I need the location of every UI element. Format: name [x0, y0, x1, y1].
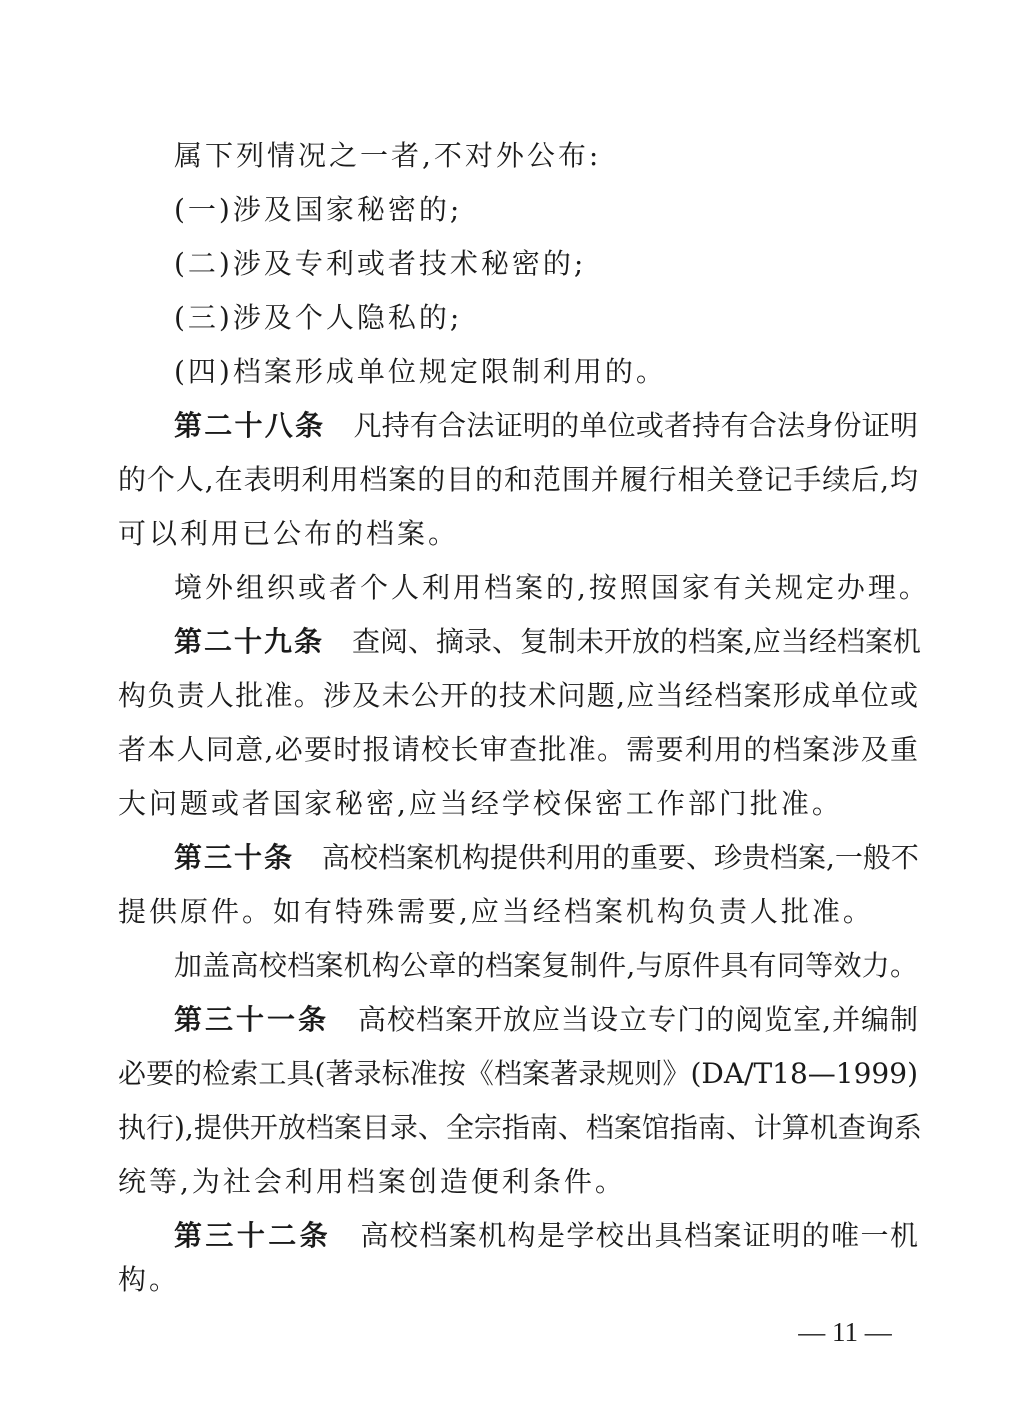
article-heading: 第三十条: [174, 841, 295, 874]
list-item: (四)档案形成单位规定限制利用的。: [174, 355, 667, 388]
article-30-first-line: [174, 832, 918, 884]
article-29-first-line: [174, 616, 921, 668]
text-line: 高校档案机构提供利用的重要、珍贵档案,一般不: [322, 841, 919, 874]
list-item: (三)涉及个人隐私的;: [174, 301, 463, 334]
text-line: 属下列情况之一者,不对外公布:: [174, 139, 602, 172]
text-line: 统等,为社会利用档案创造便利条件。: [118, 1165, 626, 1198]
text-line: 凡持有合法证明的单位或者持有合法身份证明: [353, 409, 918, 442]
text-line: 加盖高校档案机构公章的档案复制件,与原件具有同等效力。: [174, 949, 918, 982]
text-line: 必要的检索工具(著录标准按《档案著录规则》(DA/T18—1999): [118, 1057, 918, 1090]
page-number: — 11 —: [798, 1317, 892, 1347]
text-line: 可以利用已公布的档案。: [118, 517, 460, 550]
list-item: (一)涉及国家秘密的;: [174, 193, 463, 226]
article-28-first-line: [174, 400, 918, 452]
list-item: (二)涉及专利或者技术秘密的;: [174, 247, 587, 280]
text-line: 大问题或者国家秘密,应当经学校保密工作部门批准。: [118, 787, 843, 820]
article-heading: 第三十二条: [174, 1219, 332, 1252]
text-line: 高校档案开放应当设立专门的阅览室,并编制: [357, 1003, 918, 1036]
text-line: 执行),提供开放档案目录、全宗指南、档案馆指南、计算机查询系: [118, 1111, 922, 1144]
text-line: 者本人同意,必要时报请校长审查批准。需要利用的档案涉及重: [118, 733, 918, 766]
text-line: 境外组织或者个人利用档案的,按照国家有关规定办理。: [174, 571, 930, 604]
article-heading: 第二十九条: [174, 625, 325, 658]
text-line: 构。: [118, 1263, 181, 1296]
text-line: 构负责人批准。涉及未公开的技术问题,应当经档案形成单位或: [118, 679, 918, 712]
text-line: 提供原件。如有特殊需要,应当经档案机构负责人批准。: [118, 895, 874, 928]
text-line: 高校档案机构是学校出具档案证明的唯一机: [359, 1219, 918, 1252]
article-heading: 第三十一条: [174, 1003, 330, 1036]
text-line: 查阅、摘录、复制未开放的档案,应当经档案机: [352, 625, 921, 658]
article-heading: 第二十八条: [174, 409, 326, 442]
article-31-first-line: [174, 994, 918, 1046]
text-line: 的个人,在表明利用档案的目的和范围并履行相关登记手续后,均: [118, 463, 918, 496]
